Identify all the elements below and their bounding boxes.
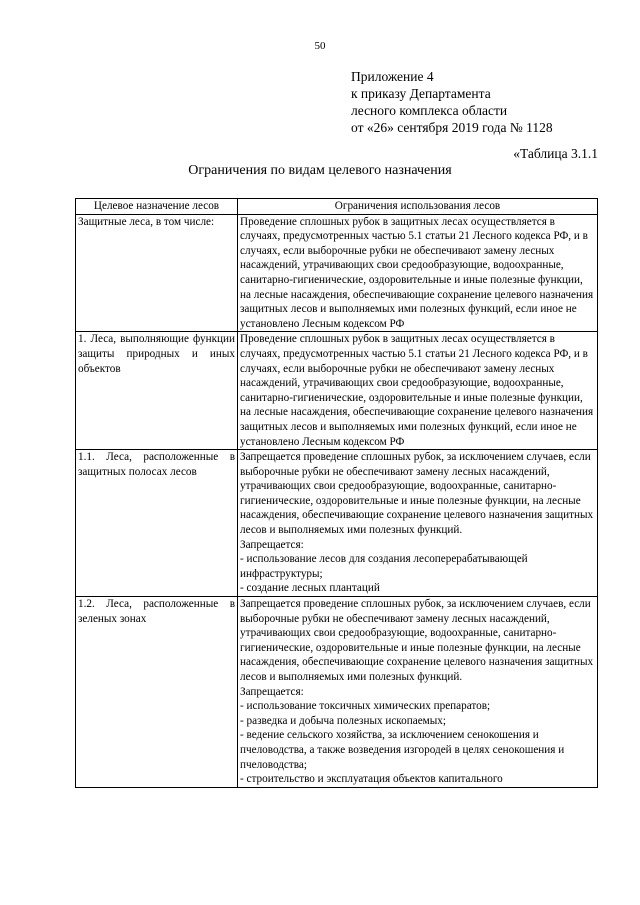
table-row [76, 214, 598, 332]
restriction-text: - использование лесов для создания лесоперерабатывающей инфраструктуры; [240, 553, 528, 580]
restriction-text: - строительство и эксплуатация объектов капитального [240, 773, 503, 786]
appendix-line: от «26» сентября 2019 года № 1128 [351, 120, 553, 135]
header-restrictions: Ограничения использования лесов [238, 199, 598, 215]
purpose-cell: Защитные леса, в том числе: [76, 214, 238, 332]
table-row [76, 450, 598, 597]
restriction-text: - создание лесных плантаций [240, 582, 380, 595]
restriction-text: - разведка и добыча полезных ископаемых; [240, 714, 446, 727]
restrictions-cell [238, 332, 598, 450]
table-reference: «Таблица 3.1.1 [513, 146, 598, 161]
page-number: 50 [314, 40, 326, 52]
restriction-text: Запрещается: [240, 685, 304, 698]
restrictions-table [75, 198, 598, 788]
purpose-cell: 1. Леса, выполняющие функции защиты природных и иных объектов [76, 332, 238, 450]
restriction-text: - использование токсичных химических препаратов; [240, 700, 491, 713]
table-row [76, 597, 598, 788]
restrictions-cell [238, 450, 598, 597]
restriction-text: Проведение сплошных рубок в защитных лесах осуществляется в случаях, предусмотренных частью 5.1 статьи 21 Лесного кодекса РФ, и в случаях, если выборочные рубки не обеспечивают замену лесных насаждений, утрачивающих свои средообразующие, водоохранные, санитарно-гигиенические, оздоровительные и иные полезные функции, на лесные насаждения, обеспечивающие сохранение целевого назначения защитных лесов и выполняемых ими полезных функций, если иное не установлено Лесным кодексом РФ [240, 215, 594, 330]
restrictions-cell [238, 597, 598, 788]
document-title: Ограничения по видам целевого назначения [188, 163, 452, 178]
purpose-cell: 1.1. Леса, расположенные в защитных полосах лесов [76, 450, 238, 597]
table-row [76, 332, 598, 450]
restriction-text: - ведение сельского хозяйства, за исключением сенокошения и пчеловодства, а также возведения изгородей в целях сенокошения и пчеловодства; [240, 729, 565, 771]
purpose-cell: 1.2. Леса, расположенные в зеленых зонах [76, 597, 238, 788]
appendix-block [351, 68, 553, 136]
restriction-text: Запрещается проведение сплошных рубок, за исключением случаев, если выборочные рубки не обеспечивают замену лесных насаждений, утрачивающих свои средообразующие, водоохранные, санитарно-гигиенические, оздоровительные и иные полезные функции, на лесные насаждения, обеспечивающие сохранение целевого назначения защитных лесов и выполняемых ими полезных функций. [240, 598, 594, 683]
restriction-text: Запрещается: [240, 538, 304, 551]
restriction-text: Проведение сплошных рубок в защитных лесах осуществляется в случаях, предусмотренных частью 5.1 статьи 21 Лесного кодекса РФ, и в случаях, если выборочные рубки не обеспечивают замену лесных насаждений, утрачивающих свои средообразующие, водоохранные, санитарно-гигиенические, оздоровительные и иные полезные функции, на лесные насаждения, обеспечивающие сохранение целевого назначения защитных лесов и выполняемых ими полезных функций, если иное не установлено Лесным кодексом РФ [240, 333, 594, 448]
appendix-line: лесного комплекса области [351, 103, 508, 118]
appendix-line: Приложение 4 [351, 69, 434, 84]
appendix-line: к приказу Департамента [351, 86, 491, 101]
restrictions-cell [238, 214, 598, 332]
restriction-text: Запрещается проведение сплошных рубок, за исключением случаев, если выборочные рубки не обеспечивают замену лесных насаждений, утрачивающих свои средообразующие, водоохранные, санитарно-гигиенические, оздоровительные и иные полезные функции, на лесные насаждения, обеспечивающие сохранение целевого назначения защитных лесов и выполняемых ими полезных функций. [240, 451, 594, 537]
header-purpose: Целевое назначение лесов [76, 199, 238, 215]
table-header-row [76, 199, 598, 215]
